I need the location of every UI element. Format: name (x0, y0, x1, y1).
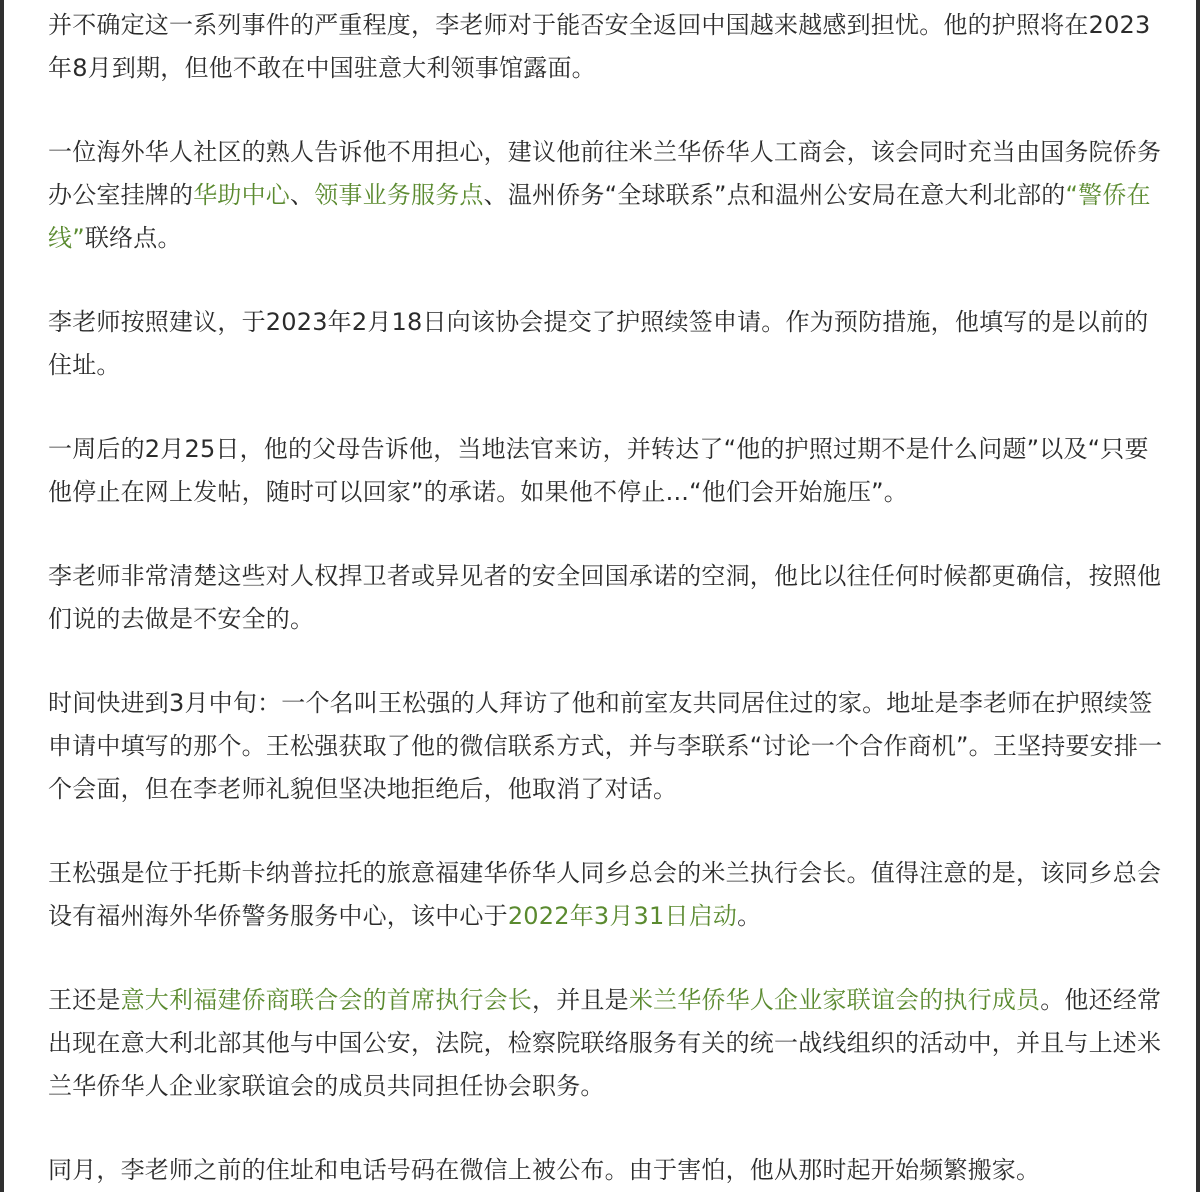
link-huazhu-center[interactable]: 华助中心 (193, 181, 291, 209)
paragraph-4 (48, 428, 1168, 514)
paragraph-7-text-2: 。 (737, 902, 762, 930)
paragraph-8-text-2: ，并且是 (532, 986, 629, 1014)
paragraph-3-text: 李老师按照建议，于2023年2月18日向该协会提交了护照续签申请。作为预防措施，他填写的是以前的住址。 (48, 308, 1149, 379)
paragraph-1-text: 并不确定这一系列事件的严重程度，李老师对于能否安全返回中国越来越感到担忧。他的护照将在2023年8月到期，但他不敢在中国驻意大利领事馆露面。 (48, 11, 1151, 82)
paragraph-6-text: 时间快进到3月中旬：一个名叫王松强的人拜访了他和前室友共同居住过的家。地址是李老师在护照续签申请中填写的那个。王松强获取了他的微信联系方式，并与李联系“讨论一个合作商机”。王坚持要安排一个会面，但在李老师礼貌但坚决地拒绝后，他取消了对话。 (48, 689, 1163, 803)
paragraph-2-text-1: 一位海外华人社区的熟人告诉他不用担心，建议他前往米兰华侨华人工商会，该会同时充当由国务院侨务办公室挂牌的 (48, 138, 1162, 209)
paragraph-8-text-3: 。他还经常出现在意大利北部其他与中国公安，法院，检察院联络服务有关的统一战线组织的活动中，并且与上述米兰华侨华人企业家联谊会的成员共同担任协会职务。 (48, 986, 1162, 1100)
left-edge-rule (0, 0, 4, 1192)
paragraph-2-text-2: 、 (290, 181, 315, 209)
right-edge-rule (1196, 0, 1200, 1192)
paragraph-9-text: 同月，李老师之前的住址和电话号码在微信上被公布。由于害怕，他从那时起开始频繁搬家。 (48, 1156, 1041, 1184)
paragraph-8 (48, 979, 1168, 1108)
paragraph-2-text-3: 、温州侨务“全球联系”点和温州公安局在意大利北部的 (483, 181, 1066, 209)
link-milan-entrepreneurs-association[interactable]: 米兰华侨华人企业家联谊会的执行成员 (628, 986, 1041, 1014)
paragraph-2-text-4: 联络点。 (84, 224, 182, 252)
paragraph-7-text-1: 王松强是位于托斯卡纳普拉托的旅意福建华侨华人同乡总会的米兰执行会长。值得注意的是，该同乡总会设有福州海外华侨警务服务中心，该中心于 (48, 859, 1162, 930)
article-body (48, 4, 1168, 1192)
paragraph-2 (48, 131, 1168, 260)
paragraph-7 (48, 852, 1168, 938)
paragraph-1 (48, 4, 1168, 90)
paragraph-3 (48, 301, 1168, 387)
link-launch-date[interactable]: 2022年3月31日启动 (507, 902, 738, 930)
paragraph-6 (48, 682, 1168, 811)
paragraph-4-text: 一周后的2月25日，他的父母告诉他，当地法官来访，并转达了“他的护照过期不是什么问题”以及“只要他停止在网上发帖，随时可以回家”的承诺。如果他不停止...“他们会开始施压”。 (48, 435, 1149, 506)
link-police-overseas-online[interactable]: “警侨在线” (48, 181, 1151, 252)
paragraph-5 (48, 555, 1168, 641)
link-fujian-merchants-federation[interactable]: 意大利福建侨商联合会的首席执行会长 (120, 986, 533, 1014)
paragraph-9 (48, 1149, 1168, 1192)
link-consular-service-point[interactable]: 领事业务服务点 (314, 181, 484, 209)
paragraph-8-text-1: 王还是 (48, 986, 121, 1014)
paragraph-5-text: 李老师非常清楚这些对人权捍卫者或异见者的安全回国承诺的空洞，他比以往任何时候都更确信，按照他们说的去做是不安全的。 (48, 562, 1162, 633)
